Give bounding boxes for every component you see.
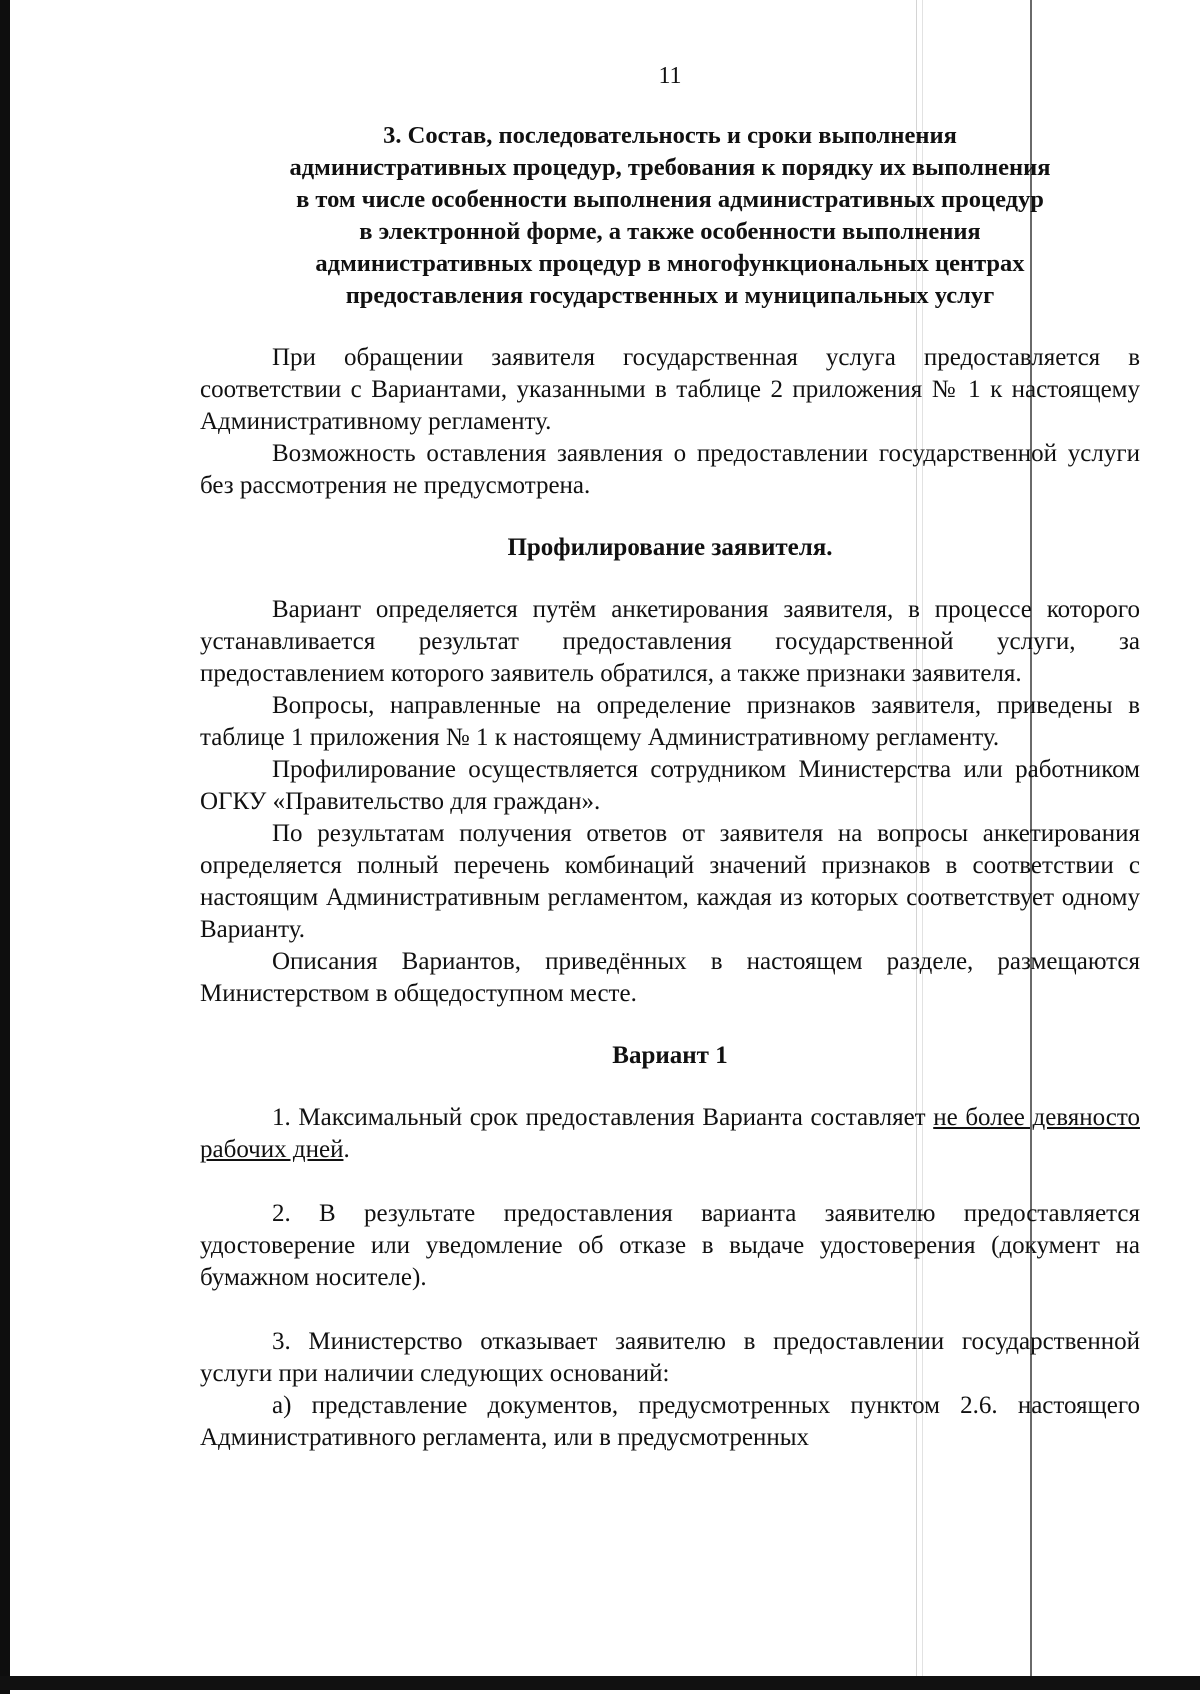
section-title (200, 120, 1140, 312)
spacer (200, 1166, 1140, 1198)
profiling-paragraph: По результатам получения ответов от заявителя на вопросы анкетирования определяется полный перечень комбинаций значений признаков в соответствии с настоящим Административным регламентом, каждая из которых соответствует одному Варианту. (200, 820, 1140, 943)
spacer (200, 1294, 1140, 1326)
section-title-line: в электронной форме, а также особенности выполнения (359, 218, 981, 245)
profiling-heading: Профилирование заявителя. (507, 534, 833, 561)
section-title-line: административных процедур в многофункциональных центрах (315, 250, 1025, 277)
intro-paragraph: При обращении заявителя государственная услуга предоставляется в соответствии с Вариантами, указанными в таблице 2 приложения № 1 к настоящему Административному регламенту. (200, 344, 1140, 435)
intro-paragraph: Возможность оставления заявления о предоставлении государственной услуги без рассмотрения не предусмотрена. (200, 440, 1140, 499)
profiling-paragraph: Описания Вариантов, приведённых в настоящем разделе, размещаются Министерством в общедоступном месте. (200, 948, 1140, 1007)
variant-refusal-paragraph: 3. Министерство отказывает заявителю в предоставлении государственной услуги при наличии следующих оснований: (200, 1328, 1140, 1387)
scan-edge-bottom (0, 1676, 1200, 1690)
variant-term-underlined: не более девяносто рабочих дней (200, 1104, 1140, 1163)
variant-refusal-item-a: а) представление документов, предусмотренных пунктом 2.6. настоящего Административного регламента, или в предусмотренных (200, 1392, 1140, 1451)
document-page (200, 60, 1140, 1454)
profiling-paragraph: Вариант определяется путём анкетирования заявителя, в процессе которого устанавливается результат предоставления государственной услуги, за предоставлением которого заявитель обратился, а также признаки заявителя. (200, 596, 1140, 687)
variant-term-end: . (343, 1136, 350, 1163)
section-title-line: в том числе особенности выполнения административных процедур (296, 186, 1044, 213)
variant-heading: Вариант 1 (612, 1042, 728, 1069)
variant-term-text: 1. Максимальный срок предоставления Варианта составляет (272, 1104, 934, 1131)
section-title-line: административных процедур, требования к порядку их выполнения (289, 154, 1051, 181)
section-title-line: предоставления государственных и муниципальных услуг (345, 282, 995, 309)
variant-result-paragraph: 2. В результате предоставления варианта заявителю предоставляется удостоверение или уведомление об отказе в выдаче удостоверения (документ на бумажном носителе). (200, 1200, 1140, 1291)
variant-term-paragraph (200, 1102, 1140, 1166)
scan-edge-left (0, 0, 10, 1694)
profiling-paragraph: Профилирование осуществляется сотрудником Министерства или работником ОГКУ «Правительство для граждан». (200, 756, 1140, 815)
section-title-line: 3. Состав, последовательность и сроки выполнения (383, 122, 957, 149)
page-number: 11 (658, 63, 682, 89)
profiling-paragraph: Вопросы, направленные на определение признаков заявителя, приведены в таблице 1 приложения № 1 к настоящему Административному регламенту. (200, 692, 1140, 751)
